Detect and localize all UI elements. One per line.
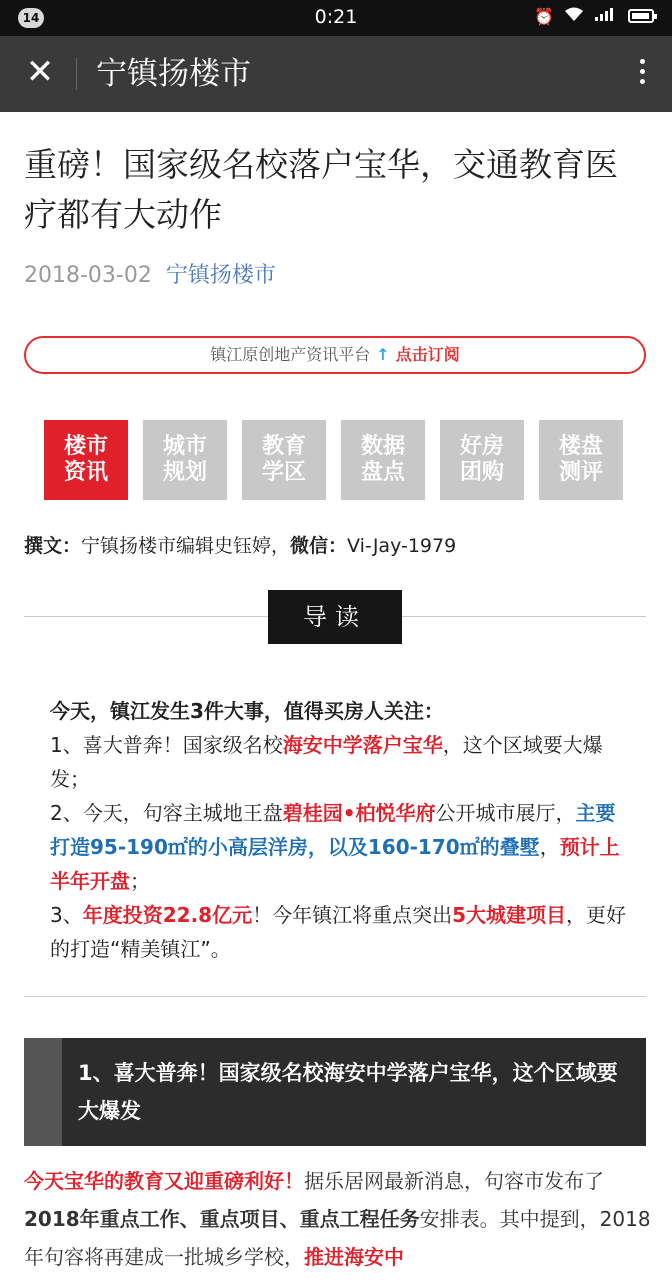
summary-item-2 — [50, 796, 634, 898]
tile-label: 楼市 — [63, 434, 108, 459]
bold-text: 2018年重点工作、重点项目、重点工程任务 — [24, 1207, 420, 1231]
clock: 0:21 — [314, 6, 358, 28]
tile-data-review[interactable] — [341, 420, 425, 500]
arrow-up-icon: ↑ — [376, 345, 390, 364]
wechat-id: Vi-Jay-1979 — [347, 535, 457, 557]
battery-icon — [628, 9, 654, 23]
summary-item-1 — [50, 728, 634, 796]
notification-badge: 14 — [18, 8, 44, 28]
text: ，这个区域要大爆发； — [50, 733, 603, 791]
paragraph — [24, 1162, 652, 1276]
guide-heading: 导读 — [268, 590, 402, 644]
author-line — [24, 530, 456, 562]
wifi-icon — [564, 6, 584, 26]
nav-bar — [0, 36, 672, 112]
divider — [24, 996, 646, 997]
tile-label: 测评 — [558, 460, 603, 485]
highlight: 主要打造95-190㎡的小高层洋房，以及160-170㎡的叠墅 — [50, 801, 616, 859]
tile-market-news[interactable] — [44, 420, 128, 500]
text: 据乐居网最新消息，句容市发布了 — [304, 1169, 604, 1193]
close-icon[interactable]: ✕ — [25, 52, 55, 92]
tile-label: 楼盘 — [558, 434, 603, 459]
section-heading-1 — [24, 1038, 646, 1146]
section-accent-bar — [24, 1038, 62, 1146]
tile-property-review[interactable] — [539, 420, 623, 500]
text: ，更好的打造“精美镇江”。 — [50, 903, 627, 961]
more-menu-icon[interactable] — [632, 54, 652, 94]
highlight: 预计上半年开盘 — [50, 835, 620, 893]
text: 公开城市展厅， — [435, 801, 576, 825]
subscribe-text: 镇江原创地产资讯平台 — [210, 345, 371, 364]
article-body — [24, 1162, 652, 1276]
summary-block — [50, 694, 634, 966]
author-name: 宁镇扬楼市编辑史钰婷， — [81, 535, 291, 557]
wechat-label: 微信： — [290, 535, 348, 557]
text: ！今年镇江将重点突出 — [252, 903, 453, 927]
highlight: 今天宝华的教育又迎重磅利好！ — [24, 1169, 304, 1193]
signal-icon — [594, 6, 618, 26]
text: ； — [130, 869, 150, 893]
author-label: 撰文： — [24, 535, 82, 557]
tile-label: 规划 — [162, 460, 207, 485]
tile-label: 城市 — [162, 434, 207, 459]
article-title: 重磅！国家级名校落户宝华，交通教育医疗都有大动作 — [24, 145, 618, 234]
tile-group-buy[interactable] — [440, 420, 524, 500]
status-bar — [0, 0, 672, 36]
article-meta — [24, 258, 276, 294]
tile-label: 学区 — [261, 460, 306, 485]
highlight: 海安中学落户宝华 — [282, 733, 443, 757]
section-title: 1、喜大普奔！国家级名校海安中学落户宝华，这个区域要大爆发 — [78, 1061, 618, 1123]
summary-intro: 今天，镇江发生3件大事，值得买房人关注： — [50, 699, 444, 723]
tile-label: 盘点 — [360, 460, 405, 485]
highlight: 推进海安中 — [304, 1245, 404, 1269]
summary-item-3 — [50, 898, 634, 966]
highlight: 年度投资22.8亿元 — [82, 903, 253, 927]
highlight: 碧桂园•柏悦华府 — [282, 801, 436, 825]
tile-label: 数据 — [360, 434, 405, 459]
text: 1、喜大普奔！国家级名校 — [50, 733, 283, 757]
tile-label: 资讯 — [63, 460, 108, 485]
alarm-icon: ⏰ — [534, 6, 554, 26]
subscribe-banner[interactable] — [24, 336, 646, 374]
tile-label: 好房 — [459, 434, 504, 459]
publish-date: 2018-03-02 — [24, 263, 152, 288]
nav-divider — [76, 58, 77, 90]
text: 安排表。其中提到，2018年句容将再建成一批城乡学校， — [24, 1207, 651, 1269]
tile-education[interactable] — [242, 420, 326, 500]
tile-label: 团购 — [459, 460, 504, 485]
text: 2、今天，句容主城地王盘 — [50, 801, 283, 825]
category-tiles — [44, 420, 624, 500]
text: 3、 — [50, 903, 83, 927]
subscribe-button[interactable]: 点击订阅 — [395, 345, 460, 364]
text: ， — [539, 835, 560, 859]
tile-label: 教育 — [261, 434, 306, 459]
highlight: 5大城建项目 — [452, 903, 567, 927]
nav-title: 宁镇扬楼市 — [96, 56, 251, 92]
status-icons — [534, 6, 654, 26]
tile-city-planning[interactable] — [143, 420, 227, 500]
account-link[interactable]: 宁镇扬楼市 — [165, 263, 276, 288]
